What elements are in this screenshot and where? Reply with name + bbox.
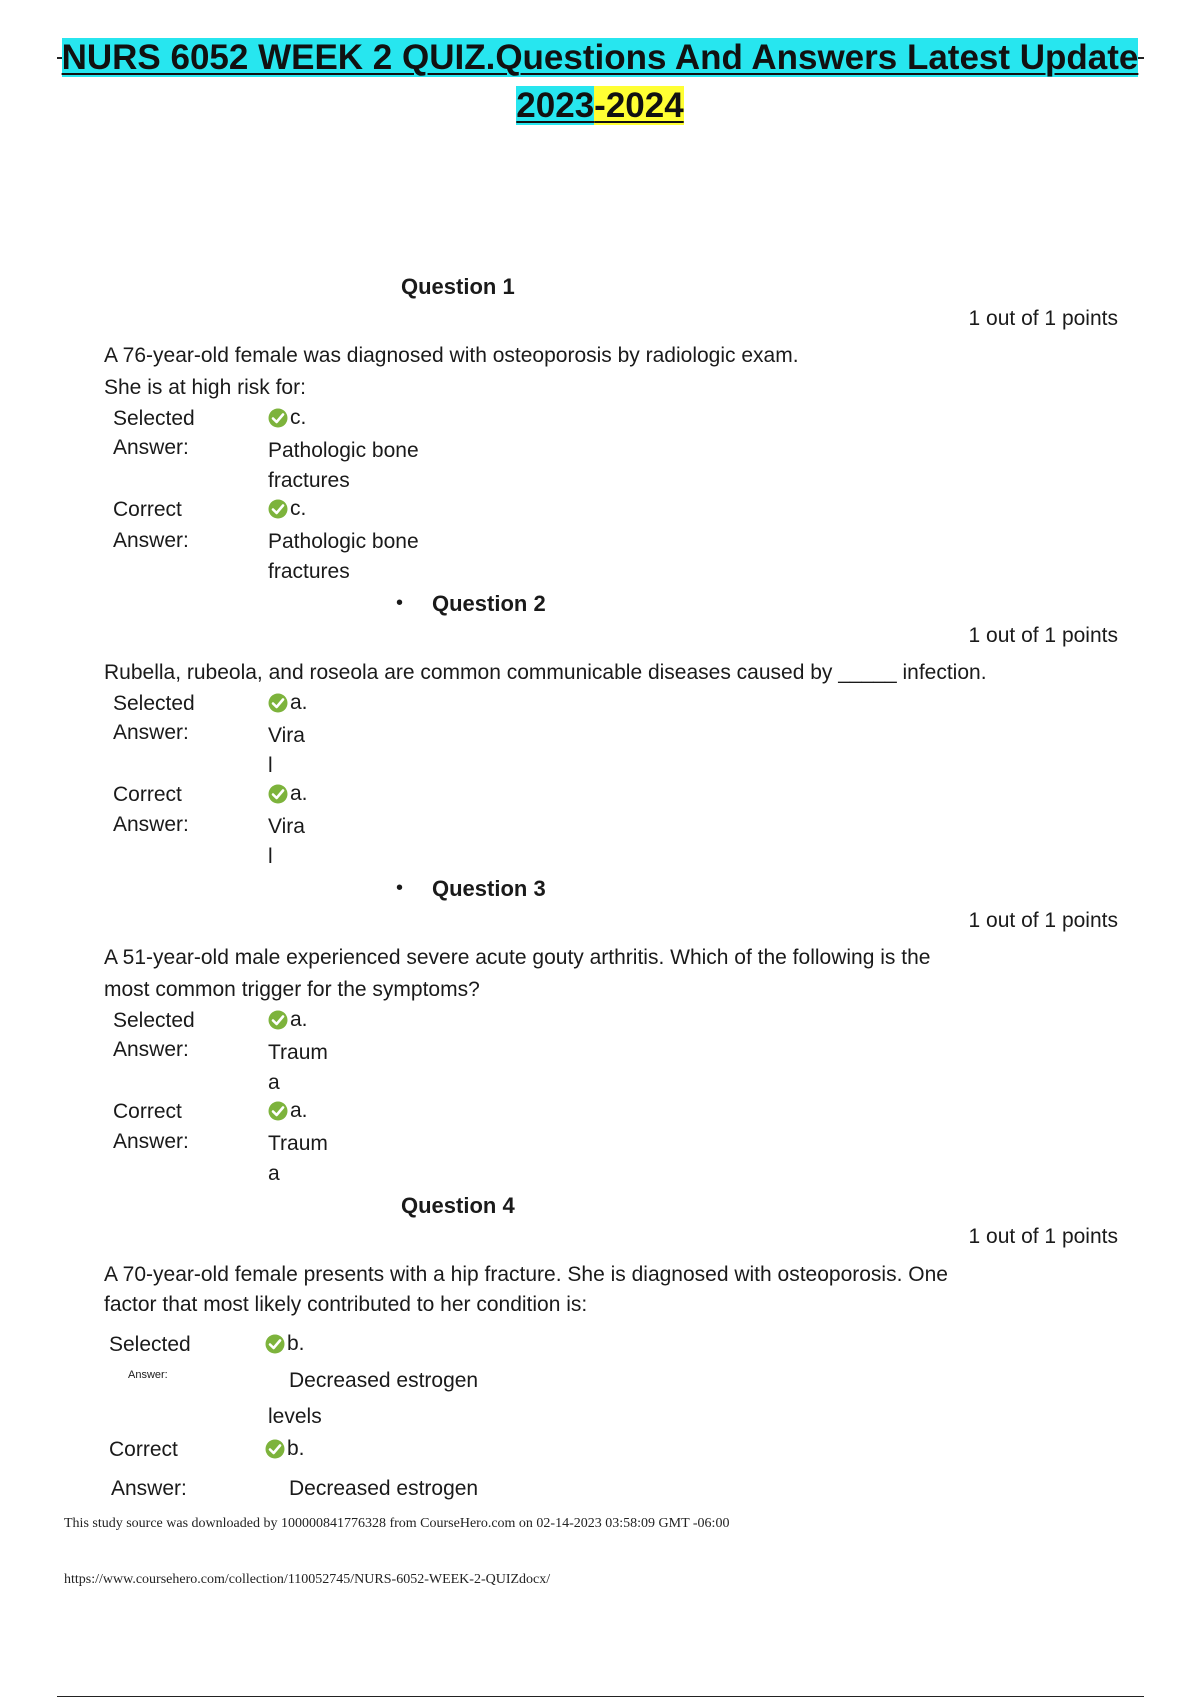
check-circle-icon [268, 784, 288, 804]
question-3-correct-label: Correct [113, 1100, 182, 1123]
question-2-title: Question 2 [432, 591, 546, 616]
question-1-title: Question 1 [401, 274, 515, 299]
download-note: This study source was downloaded by 100000841776328 from CourseHero.com on 02-14-2023 03:58:09 GMT -06:00 [64, 1516, 730, 1531]
question-3-correct-answer-label: Answer: [113, 1130, 189, 1153]
question-1-correct-text-line2: fractures [268, 560, 350, 583]
question-3-text-line2: most common trigger for the symptoms? [104, 978, 480, 1001]
question-3-correct-text-line2: a [268, 1162, 280, 1185]
question-1-selected-answer-label: Answer: [113, 436, 189, 459]
question-4-selected-choice: b. [265, 1332, 305, 1356]
question-2-selected-label: Selected [113, 692, 195, 715]
question-3-selected-text-line2: a [268, 1071, 280, 1094]
question-4-selected-answer-label: Answer: [128, 1369, 168, 1381]
question-2-correct-text-line1: Vira [268, 815, 305, 838]
question-4-title: Question 4 [401, 1193, 515, 1218]
question-1-selected-text-line1: Pathologic bone [268, 439, 419, 462]
question-4-correct-choice: b. [265, 1437, 305, 1461]
question-1-points: 1 out of 1 points [968, 307, 1118, 330]
check-circle-icon [268, 693, 288, 713]
question-1-correct-label: Correct [113, 498, 182, 521]
question-3-selected-choice: a. [268, 1008, 308, 1032]
question-3-bullet: • [396, 877, 404, 899]
question-3-points: 1 out of 1 points [968, 909, 1118, 932]
question-1-correct-choice: c. [268, 497, 306, 521]
question-4-text-line2: factor that most likely contributed to her condition is: [104, 1293, 588, 1316]
question-4-correct-answer-label: Answer: [111, 1477, 187, 1500]
question-1-correct-text-line1: Pathologic bone [268, 530, 419, 553]
question-4-correct-text-line1: Decreased estrogen [289, 1477, 479, 1500]
question-1-text-line2: She is at high risk for: [104, 376, 306, 399]
question-2-correct-label: Correct [113, 783, 182, 806]
question-2-points: 1 out of 1 points [968, 624, 1118, 647]
check-circle-icon [268, 1101, 288, 1121]
question-2-correct-choice: a. [268, 782, 308, 806]
question-3-correct-choice: a. [268, 1099, 308, 1123]
question-1-correct-answer-label: Answer: [113, 529, 189, 552]
question-2-correct-answer-label: Answer: [113, 813, 189, 836]
question-2-selected-answer-label: Answer: [113, 721, 189, 744]
question-2-text-line1: Rubella, rubeola, and roseola are common communicable diseases caused by _____ infection. [104, 661, 987, 684]
question-4-text-line1: A 70-year-old female presents with a hip fracture. She is diagnosed with osteoporosis. One [104, 1263, 948, 1286]
check-circle-icon [268, 499, 288, 519]
question-1-selected-label: Selected [113, 407, 195, 430]
source-url[interactable]: https://www.coursehero.com/collection/110052745/NURS-6052-WEEK-2-QUIZdocx/ [64, 1572, 551, 1587]
question-3-selected-label: Selected [113, 1009, 195, 1032]
question-3-correct-text-line1: Traum [268, 1132, 328, 1155]
question-3-selected-text-line1: Traum [268, 1041, 328, 1064]
check-circle-icon [265, 1439, 285, 1459]
question-1-selected-text-line2: fractures [268, 469, 350, 492]
check-circle-icon [268, 408, 288, 428]
question-2-selected-text-line2: l [268, 754, 273, 777]
question-2-bullet: • [396, 592, 404, 614]
question-3-text-line1: A 51-year-old male experienced severe acute gouty arthritis. Which of the following is the [104, 946, 931, 969]
question-2-selected-text-line1: Vira [268, 724, 305, 747]
question-3-title: Question 3 [432, 876, 546, 901]
question-4-correct-label: Correct [109, 1438, 178, 1461]
question-4-selected-label: Selected [109, 1333, 191, 1356]
question-4-points: 1 out of 1 points [968, 1225, 1118, 1248]
check-circle-icon [265, 1334, 285, 1354]
question-4-selected-text-line1: Decreased estrogen [289, 1369, 479, 1392]
question-4-selected-text-line2: levels [268, 1405, 322, 1428]
question-3-selected-answer-label: Answer: [113, 1038, 189, 1061]
page-title-line1: NURS 6052 WEEK 2 QUIZ.Questions And Answers Latest Update [61, 38, 1139, 77]
question-2-selected-choice: a. [268, 691, 308, 715]
question-1-selected-choice: c. [268, 406, 306, 430]
page-title-line2: 2023-2024 [516, 86, 684, 125]
bottom-rule [57, 1696, 1144, 1697]
check-circle-icon [268, 1010, 288, 1030]
question-1-text-line1: A 76-year-old female was diagnosed with osteoporosis by radiologic exam. [104, 344, 799, 367]
question-2-correct-text-line2: l [268, 845, 273, 868]
